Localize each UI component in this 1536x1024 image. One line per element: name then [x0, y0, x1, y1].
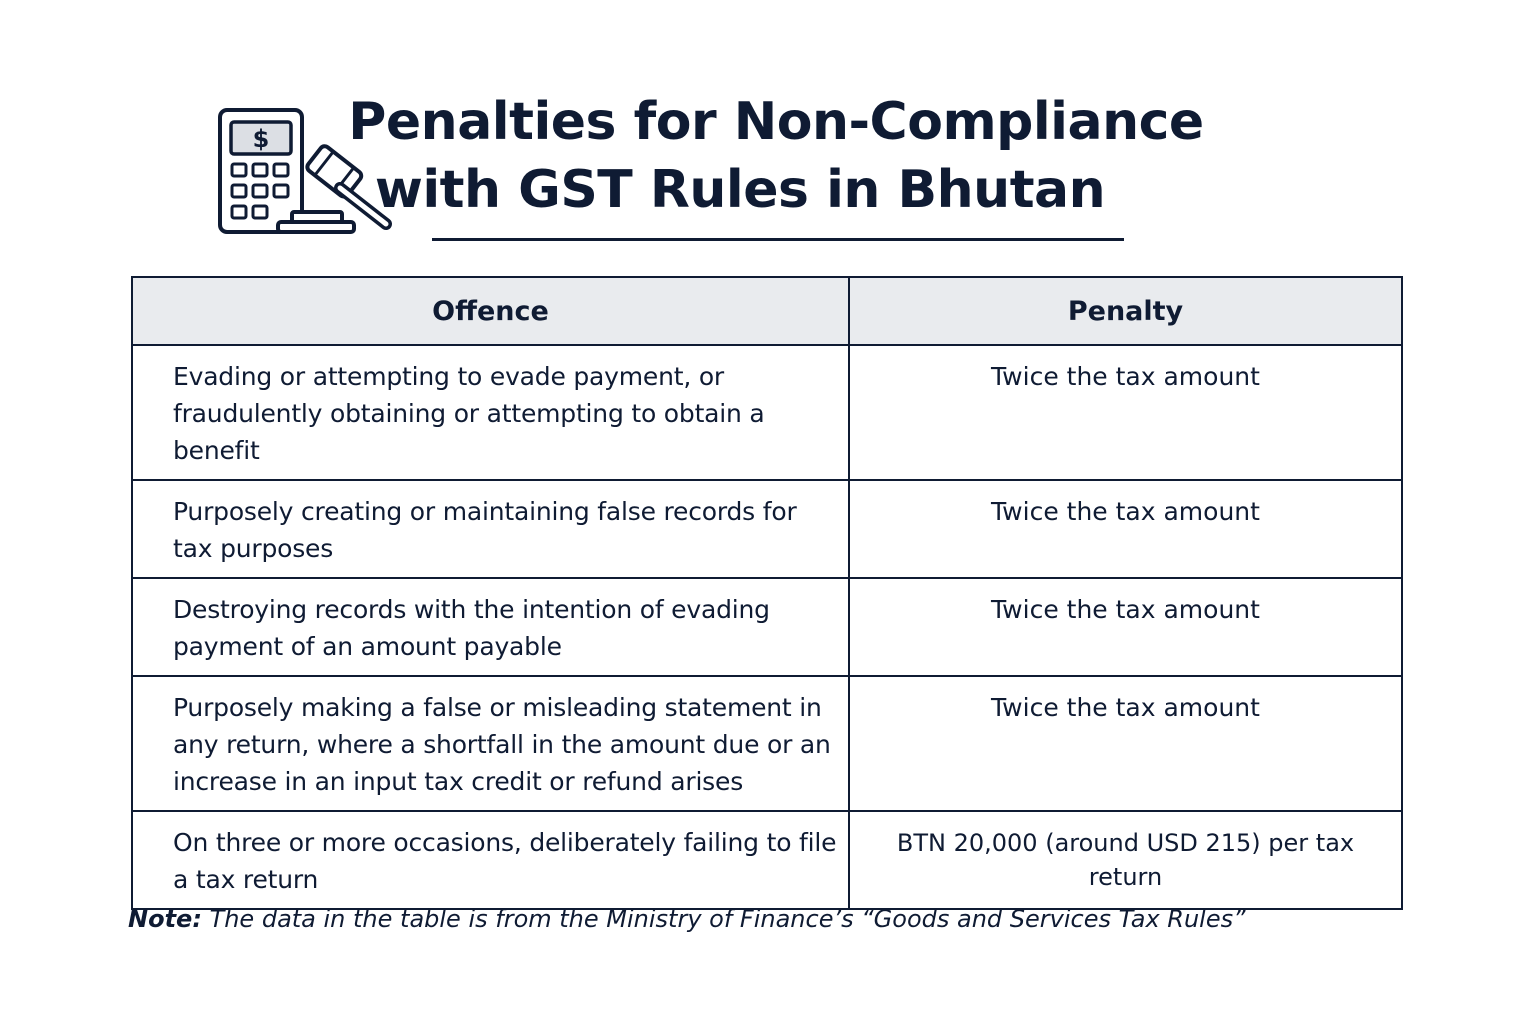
page-title-line-2: with GST Rules in Bhutan	[374, 160, 1106, 220]
source-note	[128, 902, 1428, 936]
svg-text:$: $	[252, 125, 270, 153]
offence-cell: On three or more occasions, deliberately failing to file a tax return	[132, 811, 849, 909]
title-underline	[432, 238, 1124, 241]
note-label: Note:	[128, 905, 202, 933]
offence-cell: Purposely creating or maintaining false records for tax purposes	[132, 480, 849, 578]
note-text: The data in the table is from the Ministry of Finance’s “Goods and Services Tax Rules”	[209, 905, 1246, 933]
offence-cell: Purposely making a false or misleading statement in any return, where a shortfall in the amount due or an increase in an input tax credit or refund arises	[132, 676, 849, 811]
offence-cell: Destroying records with the intention of evading payment of an amount payable	[132, 578, 849, 676]
penalty-cell: Twice the tax amount	[849, 676, 1402, 811]
offence-cell: Evading or attempting to evade payment, or fraudulently obtaining or attempting to obtain a benefit	[132, 345, 849, 480]
table-row	[132, 676, 1402, 811]
penalty-cell: Twice the tax amount	[849, 578, 1402, 676]
table-row	[132, 811, 1402, 909]
table-header-row	[132, 277, 1402, 345]
penalty-cell: Twice the tax amount	[849, 480, 1402, 578]
table-row	[132, 345, 1402, 480]
penalty-cell: BTN 20,000 (around USD 215) per tax return	[849, 811, 1402, 909]
penalties-table	[131, 276, 1403, 910]
column-header-penalty: Penalty	[849, 277, 1402, 345]
table-row	[132, 578, 1402, 676]
penalty-cell: Twice the tax amount	[849, 345, 1402, 480]
page-title-line-1: Penalties for Non-Compliance	[348, 92, 1204, 152]
table-row	[132, 480, 1402, 578]
column-header-offence: Offence	[132, 277, 849, 345]
